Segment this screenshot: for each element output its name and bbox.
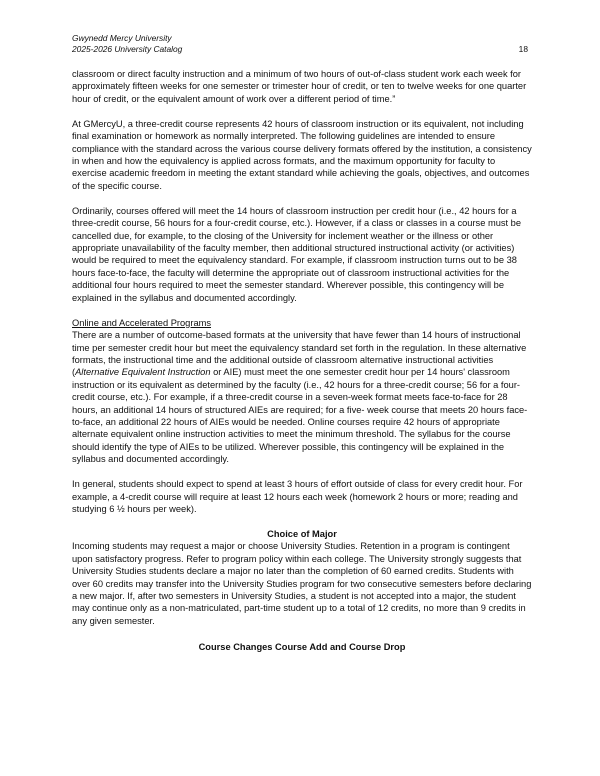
p4-part-b: or AIE) must meet the one semester credit hour per 14 hours' classroom instruction or its equivalent as determined by the faculty (i.e., 42 hours for a three-credit course; 56 for a four-credit course, etc.). For example, if a three-credit course in a seven-week format meets face-to-face for 28 hours, an additional 14 hours of structured AIEs are required; for a five- week course that meets 20 hours face-to-face, an additional 22 hours of AIEs would be needed. Online courses require 42 hours of appropriate alternate equivalent online instruction activities to meet the minimum threshold. The syllabus for the course should identify the type of AIEs to be utilized. Wherever possible, this contingency will be explained in the syllabus and documented accordingly. [72,367,528,465]
header-university: Gwynedd Mercy University [72,33,172,43]
header-catalog: 2025-2026 University Catalog [72,43,183,54]
p4-part-a: There are a number of outcome-based formats at the university that have fewer than 14 hours of instructional time per semester credit hour but meet the equivalency standard set forth in the regulation. In these alternative formats, the instructional time and the additional outside of classroom alternative instructional activities ( [72,330,527,378]
paragraph-gmercyu-standard: At GMercyU, a three-credit course represents 42 hours of classroom instruction or its equivalent, not including final examination or homework as normally interpreted. The following guidelines are intended to ensure compliance with the standard across the various course delivery formats offered by the institution, a consistency in when and how the equivalency is applied across formats, and the maximum opportunity for faculty to exercise academic freedom in meeting the extant standard while achieving the goals, objectives, and outcomes of the specific course. [72,118,532,191]
paragraph-choice-of-major: Incoming students may request a major or choose University Studies. Retention in a program is contingent upon satisfactory progress. Refer to program policy within each college. The University strongly suggests that University Studies students declare a major no later than the completion of 60 earned credits. Students with over 60 credits may transfer into the University Studies program for two consecutive semesters before declaring a new major. If, after two semesters in University Studies, a student is not accepted into a major, the student may continue only as a non-matriculated, part-time student up to a total of 12 credits, no more than 9 credits in any given semester. [72,541,532,626]
section-heading-online: Online and Accelerated Programs [72,317,212,328]
paragraph-effort-expectation: In general, students should expect to spend at least 3 hours of effort outside of class for every credit hour. For example, a 4-credit course will require at least 12 hours each week (homework 2 hours or more; reading and studying 6 ½ hours per week). [72,479,523,514]
p4-italic-term: Alternative Equivalent Instruction [75,367,211,378]
paragraph-credit-definition: classroom or direct faculty instruction and a minimum of two hours of out-of-class student work each week for approximately fifteen weeks for one semester or trimester hour of credit, or ten to twelve weeks for one quarter hour of credit, or the equivalent amount of work over a different period of time.” [72,69,527,104]
paragraph-ordinary-courses: Ordinarily, courses offered will meet the 14 hours of classroom instruction per credit hour (i.e., 42 hours for a three-credit course, 56 hours for a four-credit course, etc.). However, if a class or classes in a course must be cancelled due, for example, to the closing of the University for inclement weather or the illness or other appropriate unavailability of the faculty member, then additional structured instructional activity (or activities) would be required to meet the equivalency standard. For example, if classroom instruction turns out to be 38 hours face-to-face, the faculty will determine the appropriate out of classroom instructional activities for the additional four hours required to meet the semester standard. Wherever possible, this contingency will be explained in the syllabus and documented accordingly. [72,205,522,303]
section-heading-choice-of-major: Choice of Major [267,528,337,539]
running-header [72,33,182,54]
paragraph-online-programs [72,329,532,465]
section-heading-course-changes: Course Changes Course Add and Course Drop [198,642,406,653]
page-body [72,68,532,654]
page-number: 18 [518,44,528,54]
